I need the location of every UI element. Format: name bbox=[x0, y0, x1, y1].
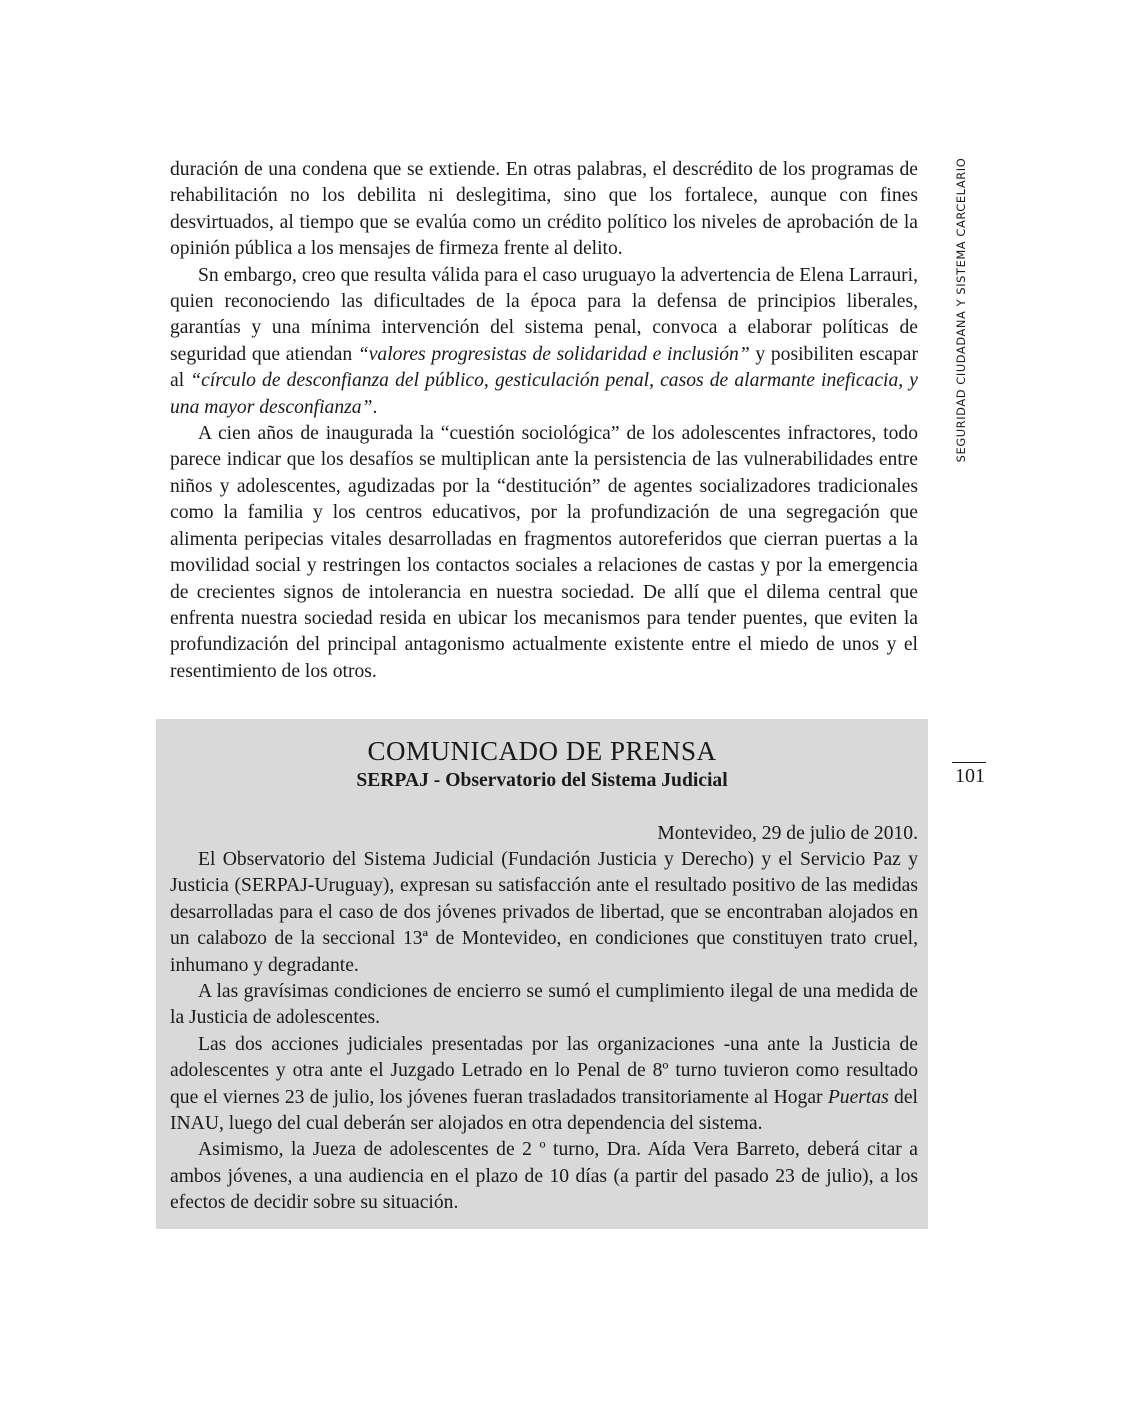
paragraph: A cien años de inaugurada la “cuestión sociológica” de los adolescentes infractores, todo parece indicar que los desafíos se multiplican ante la persistencia de las vulnerabilidades entre niños y adolescentes, agudizadas por la “destitución” de agentes socializadores tradicionales como la familia y los centros educativos, por la profundización de una segregación que alimenta peripecias vitales desarrolladas en fragmentos autoreferidos que cierran puertas a la movilidad social y restringen los contactos sociales a relaciones de castas y por la emergencia de crecientes signos de intolerancia en nuestra sociedad. De allí que el dilema central que enfrenta nuestra sociedad resida en ubicar los mecanismos para tender puentes, que eviten la profundización del principal antagonismo actualmente existente entre el miedo de unos y el resentimiento de los otros. bbox=[170, 423, 918, 682]
press-title: COMUNICADO DE PRENSA bbox=[367, 736, 717, 766]
text-run: Las dos acciones judiciales presentadas por las organizaciones -una ante la Justicia de adolescentes y otra ante el Juzgado Letrado en lo Penal de 8º turno tuvieron como resultado que el viernes 23 de julio, los jóvenes fueran trasladados transitoriamente al Hogar bbox=[170, 1033, 918, 1108]
paragraph: A las gravísimas condiciones de encierro se sumó el cumplimiento ilegal de una medida de la Justicia de adolescentes. bbox=[170, 981, 918, 1029]
page-number-rule bbox=[952, 762, 986, 763]
page-number: 101 bbox=[955, 765, 985, 787]
main-text bbox=[170, 157, 918, 685]
text-run: y posibiliten escapar al bbox=[170, 343, 918, 392]
paragraph: El Observatorio del Sistema Judicial (Fundación Justicia y Derecho) y el Servicio Paz y Justicia (SERPAJ-Uruguay), expresan su satisfacción ante el resultado positivo de las medidas desarrolladas para el caso de dos jóvenes privados de libertad, que se encontraban alojados en un calabozo de la seccional 13ª de Montevideo, en condiciones que constituyen trato cruel, inhumano y degradante. bbox=[170, 849, 918, 976]
quote-italic: “valores progresistas de solidaridad e inclusión” bbox=[357, 343, 750, 365]
paragraph: Asimismo, la Jueza de adolescentes de 2 º turno, Dra. Aída Vera Barreto, deberá citar a ambos jóvenes, a una audiencia en el plazo de 10 días (a partir del pasado 23 de julio), a los efectos de decidir sobre su situación. bbox=[170, 1139, 918, 1214]
paragraph bbox=[170, 1032, 918, 1138]
text-run: del INAU, luego del cual deberán ser alojados en otra dependencia del sistema. bbox=[170, 1086, 918, 1135]
quote-italic: “círculo de desconfianza del público, gesticulación penal, casos de alarmante ineficacia, y una mayor desconfianza” bbox=[170, 370, 918, 418]
paragraph bbox=[170, 263, 918, 421]
press-subtitle: SERPAJ - Observatorio del Sistema Judicial bbox=[356, 770, 728, 791]
running-header-vertical: SEGURIDAD CIUDADANA Y SISTEMA CARCELARIO bbox=[954, 157, 968, 463]
text-run: Sn embargo, creo que resulta válida para el caso uruguayo la advertencia de Elena Larrauri, quien reconociendo las dificultades de la época para la defensa de principios liberales, garantías y una mínima intervención del sistema penal, convoca a elaborar políticas de seguridad que atiendan bbox=[170, 264, 918, 365]
italic-name: Puertas bbox=[827, 1086, 889, 1108]
press-body bbox=[170, 847, 918, 1217]
text-run: . bbox=[372, 396, 378, 418]
press-release-box bbox=[156, 719, 928, 1229]
press-date: Montevideo, 29 de julio de 2010. bbox=[657, 823, 918, 844]
paragraph: duración de una condena que se extiende. En otras palabras, el descrédito de los programas de rehabilitación no los debilita ni deslegitima, sino que los fortalece, aunque con fines desvirtuados, al tiempo que se evalúa como un crédito político los niveles de aprobación de la opinión pública a los mensajes de firmeza frente al delito. bbox=[170, 159, 918, 260]
